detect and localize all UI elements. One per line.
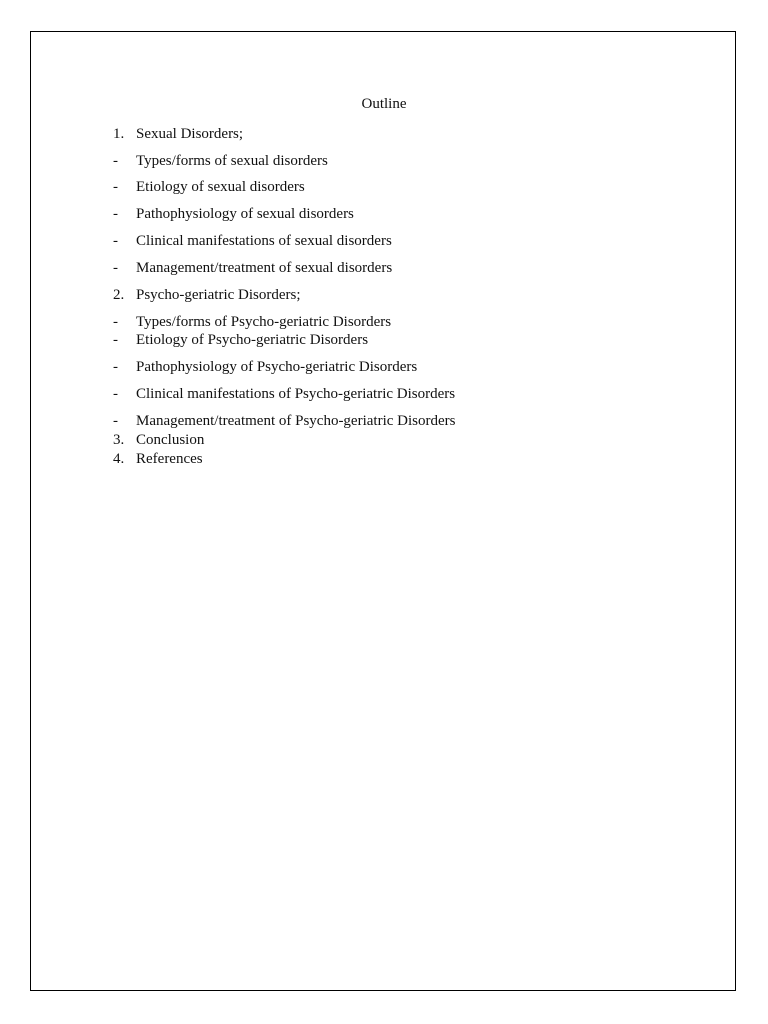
list-item-text: Types/forms of sexual disorders bbox=[136, 153, 328, 169]
list-item bbox=[31, 259, 737, 278]
list-item bbox=[31, 232, 737, 251]
list-marker: - bbox=[113, 314, 118, 330]
list-marker: - bbox=[113, 359, 118, 375]
list-item bbox=[31, 152, 737, 171]
list-item bbox=[31, 358, 737, 377]
list-marker: - bbox=[113, 153, 118, 169]
list-item-text: Etiology of Psycho-geriatric Disorders bbox=[136, 332, 369, 348]
list-marker: - bbox=[113, 233, 118, 249]
list-item-text: Management/treatment of Psycho-geriatric Disorders bbox=[136, 413, 456, 429]
list-item-text: Pathophysiology of sexual disorders bbox=[136, 206, 354, 222]
list-marker: - bbox=[113, 206, 118, 222]
list-item bbox=[31, 205, 737, 224]
list-item-text: Conclusion bbox=[136, 432, 205, 448]
list-item bbox=[31, 450, 737, 469]
list-item bbox=[31, 385, 737, 404]
list-item-text: References bbox=[136, 451, 203, 467]
list-item bbox=[31, 331, 737, 350]
list-marker: - bbox=[113, 260, 118, 276]
list-item bbox=[31, 286, 737, 305]
list-marker: 3. bbox=[113, 432, 125, 448]
list-item-text: Psycho-geriatric Disorders; bbox=[136, 287, 301, 303]
list-item-text: Management/treatment of sexual disorders bbox=[136, 260, 393, 276]
list-marker: 1. bbox=[113, 126, 125, 142]
list-marker: - bbox=[113, 413, 118, 429]
list-marker: - bbox=[113, 332, 118, 348]
list-item bbox=[31, 313, 737, 332]
list-item-text: Etiology of sexual disorders bbox=[136, 179, 305, 195]
list-marker: 2. bbox=[113, 287, 125, 303]
list-item-text: Pathophysiology of Psycho-geriatric Disorders bbox=[136, 359, 418, 375]
list-item bbox=[31, 125, 737, 144]
list-item bbox=[31, 178, 737, 197]
list-item bbox=[31, 431, 737, 450]
list-item bbox=[31, 412, 737, 431]
list-marker: - bbox=[113, 179, 118, 195]
list-item-text: Clinical manifestations of Psycho-geriatric Disorders bbox=[136, 386, 456, 402]
list-item-text: Types/forms of Psycho-geriatric Disorders bbox=[136, 314, 392, 330]
document-page bbox=[30, 31, 736, 991]
outline-title: Outline bbox=[361, 96, 407, 112]
list-marker: - bbox=[113, 386, 118, 402]
list-item-text: Sexual Disorders; bbox=[136, 126, 244, 142]
list-marker: 4. bbox=[113, 451, 125, 467]
list-item-text: Clinical manifestations of sexual disorders bbox=[136, 233, 392, 249]
